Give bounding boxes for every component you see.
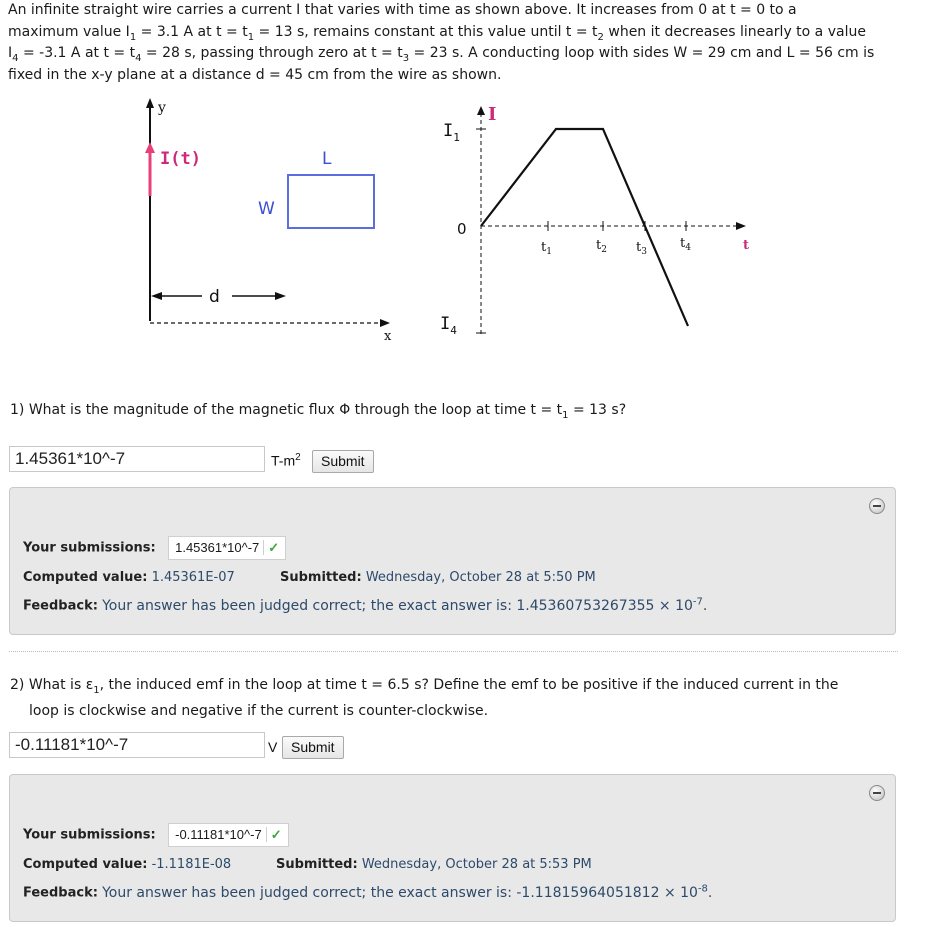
question-2-text: 2) What is $\varepsilon_1$, the induced emf in the loop at time t = 6.5 s? Define the emf to be positive if the induced current in the loop is clockwise and negative if the current is counter-clockwise. <box>10 677 839 719</box>
section-divider <box>9 651 898 652</box>
x-axis-label: x <box>384 329 392 344</box>
conducting-loop <box>288 175 374 228</box>
I4-label: $I_4$ <box>440 314 457 337</box>
y-axis-arrow-icon <box>146 98 154 108</box>
t3-label: $t_3$ <box>636 240 647 257</box>
q2-submit-button[interactable]: Submit <box>282 736 344 759</box>
q1-submission-box: 1.45361*10^-7 ✓ <box>168 536 286 560</box>
q2-unit: V <box>268 739 278 755</box>
t-axis-label: t <box>743 238 750 253</box>
q2-answer-input[interactable] <box>9 732 265 758</box>
W-label: W <box>258 199 275 219</box>
q1-computed-row: Computed value: 1.45361E-07 <box>23 570 235 585</box>
q2-feedback-row: Feedback: Your answer has been judged correct; the exact answer is: $-1.11815964051812 \times 10^{-8}$. <box>23 883 713 901</box>
current-label: I(t) <box>160 149 201 169</box>
q1-submissions-row: Your submissions: 1.45361*10^-7 ✓ <box>23 536 286 560</box>
q2-feedback-panel <box>9 774 896 922</box>
q1-feedback-panel <box>9 487 896 635</box>
problem-statement <box>8 0 913 86</box>
intro-line-1: An infinite straight wire carries a current I that varies with time as shown above. It increases from 0 at t = 0 to a <box>8 2 797 18</box>
q2-submission-box: -0.11181*10^-7 ✓ <box>168 823 288 847</box>
q2-submissions-row: Your submissions: -0.11181*10^-7 ✓ <box>23 823 289 847</box>
y-axis-label: y <box>158 100 166 116</box>
graph-t-axis-arrow-icon <box>736 222 746 230</box>
current-arrow-icon <box>145 142 155 153</box>
question-1-text: 1) What is the magnitude of the magnetic flux Φ through the loop at time $t = t_1 = 13$ s? <box>10 402 627 421</box>
q1-unit: $T-m^2$ <box>271 452 301 469</box>
check-icon: ✓ <box>266 827 282 842</box>
q1-submit-button[interactable]: Submit <box>312 450 374 473</box>
d-left-arrow-icon <box>151 292 162 300</box>
intro-line-3: $I_4 = -3.1$ A at $t = t_4 = 28$ s, passing through zero at $t = t_3 = 23$ s. A conducting loop with sides W = 29 cm and L = 56 cm is <box>8 45 875 64</box>
L-label: L <box>322 149 332 169</box>
graph-I-label: I <box>488 104 497 125</box>
problem-figure <box>140 96 780 356</box>
q1-submitted-row: Submitted: Wednesday, October 28 at 5:50 PM <box>280 570 596 585</box>
zero-label: 0 <box>457 220 467 238</box>
q2-submitted-row: Submitted: Wednesday, October 28 at 5:53 PM <box>276 857 592 872</box>
intro-line-2: maximum value $I_1 = 3.1$ A at $t = t_1 = 13$ s, remains constant at this value until $t = t_2$ when it decreases linearly to a value <box>8 23 866 43</box>
collapse-icon[interactable] <box>869 498 885 514</box>
graph-I-axis-arrow-icon <box>477 106 485 115</box>
q1-feedback-row: Feedback: Your answer has been judged correct; the exact answer is: $1.45360753267355 \times 10^{-7}$. <box>23 596 708 614</box>
t1-label: $t_1$ <box>541 240 552 257</box>
d-label: d <box>209 287 220 307</box>
t4-label: $t_4$ <box>680 236 691 253</box>
t2-label: $t_2$ <box>596 238 607 255</box>
intro-line-4: fixed in the x-y plane at a distance d = 45 cm from the wire as shown. <box>8 66 502 83</box>
d-right-arrow-icon <box>275 292 286 300</box>
x-axis-arrow-icon <box>380 319 390 327</box>
check-icon: ✓ <box>263 540 279 555</box>
current-curve <box>481 129 688 326</box>
I1-label: $I_1$ <box>443 121 460 144</box>
collapse-icon[interactable] <box>869 785 885 801</box>
q2-computed-row: Computed value: -1.1181E-08 <box>23 857 232 872</box>
q1-answer-input[interactable] <box>9 446 265 472</box>
